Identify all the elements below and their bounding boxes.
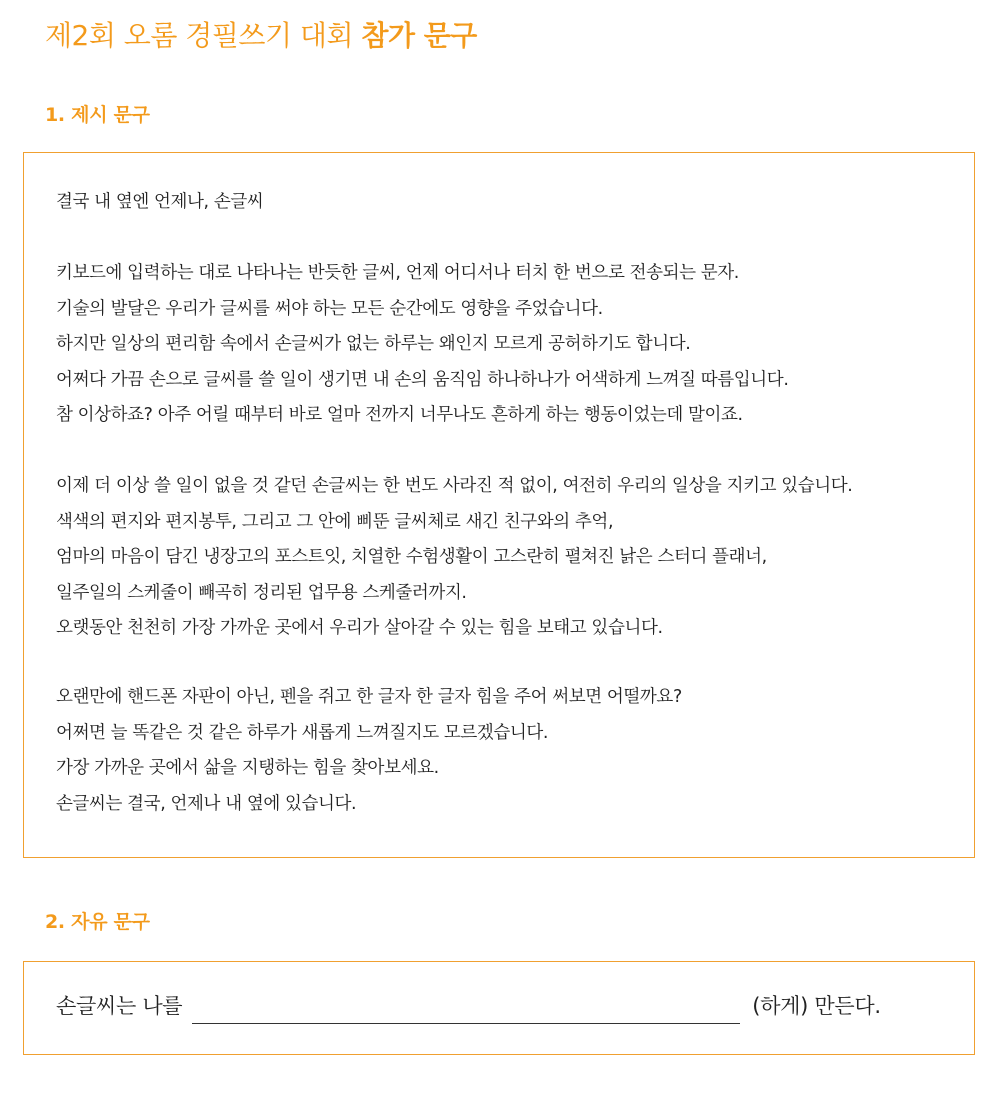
given-text-title: 결국 내 옆엔 언제나, 손글씨 <box>56 192 264 212</box>
text-line: 오랫동안 천천히 가장 가까운 곳에서 우리가 살아갈 수 있는 힘을 보태고 있습니다. <box>56 618 663 638</box>
section-heading-1: 1. 제시 문구 <box>45 104 150 126</box>
given-text-box <box>23 152 975 858</box>
text-line: 오랜만에 핸드폰 자판이 아닌, 펜을 쥐고 한 글자 한 글자 힘을 주어 써보면 어떨까요? <box>56 687 682 707</box>
free-text-suffix: (하게) 만든다. <box>752 994 881 1018</box>
text-line: 엄마의 마음이 담긴 냉장고의 포스트잇, 치열한 수험생활이 고스란히 펼쳐진 낡은 스터디 플래너, <box>56 547 767 567</box>
page-title-bold: 참가 문구 <box>361 19 477 52</box>
text-line: 하지만 일상의 편리함 속에서 손글씨가 없는 하루는 왜인지 모르게 공허하기도 합니다. <box>56 334 691 354</box>
given-text-title-block <box>56 185 263 221</box>
text-line: 손글씨는 결국, 언제나 내 옆에 있습니다. <box>56 793 357 814</box>
page-title-normal: 제2회 오롬 경필쓰기 대회 <box>45 19 362 52</box>
free-text-prefix: 손글씨는 나를 <box>56 994 183 1018</box>
text-line: 키보드에 입력하는 대로 나타나는 반듯한 글씨, 언제 어디서나 터치 한 번으로 전송되는 문자. <box>56 263 739 283</box>
text-line: 일주일의 스케줄이 빼곡히 정리된 업무용 스케줄러까지. <box>56 582 467 603</box>
page-title <box>45 14 477 58</box>
text-line: 어쩌다 가끔 손으로 글씨를 쓸 일이 생기면 내 손의 움직임 하나하나가 어색하게 느껴질 따름입니다. <box>56 369 789 390</box>
text-line: 가장 가까운 곳에서 삶을 지탱하는 힘을 찾아보세요. <box>56 758 439 778</box>
paragraph-2 <box>56 469 852 647</box>
text-line: 기술의 발달은 우리가 글씨를 써야 하는 모든 순간에도 영향을 주었습니다. <box>56 298 603 319</box>
section-heading-2: 2. 자유 문구 <box>45 911 150 933</box>
text-line: 이제 더 이상 쓸 일이 없을 것 같던 손글씨는 한 번도 사라진 적 없이, 여전히 우리의 일상을 지키고 있습니다. <box>56 476 853 496</box>
free-text-sentence <box>56 988 881 1024</box>
text-line: 색색의 편지와 편지봉투, 그리고 그 안에 삐뚠 글씨체로 새긴 친구와의 추억, <box>56 511 614 532</box>
fill-in-blank-line[interactable] <box>192 993 740 1024</box>
paragraph-3 <box>56 680 682 822</box>
free-text-box <box>23 961 975 1055</box>
text-line: 어쩌면 늘 똑같은 것 같은 하루가 새롭게 느껴질지도 모르겠습니다. <box>56 722 549 743</box>
paragraph-1 <box>56 256 788 434</box>
text-line: 참 이상하죠? 아주 어릴 때부터 바로 얼마 전까지 너무나도 흔하게 하는 행동이었는데 말이죠. <box>56 405 743 425</box>
